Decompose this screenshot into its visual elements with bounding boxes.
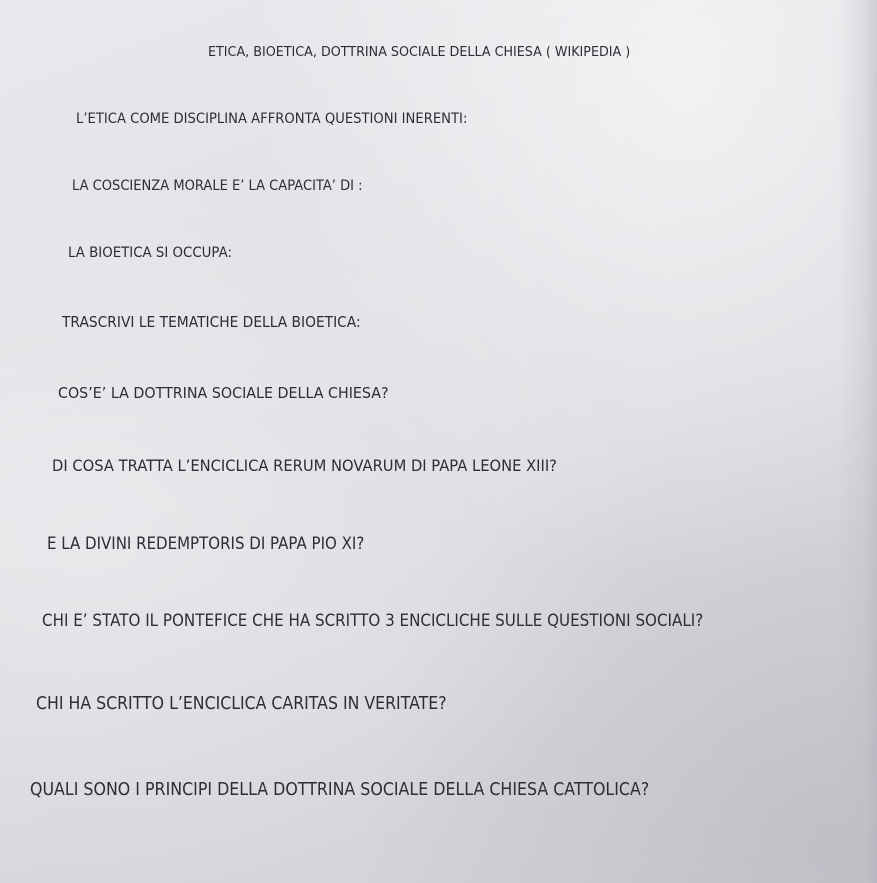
question-8: CHI E’ STATO IL PONTEFICE CHE HA SCRITTO 3 ENCICLICHE SULLE QUESTIONI SOCIALI?	[42, 611, 704, 631]
question-4: TRASCRIVI LE TEMATICHE DELLA BIOETICA:	[62, 313, 361, 331]
paper-shadow	[837, 0, 877, 883]
question-10: QUALI SONO I PRINCIPI DELLA DOTTRINA SOCIALE DELLA CHIESA CATTOLICA?	[30, 779, 650, 800]
question-6: DI COSA TRATTA L’ENCICLICA RERUM NOVARUM DI PAPA LEONE XIII?	[52, 456, 557, 475]
document-title: ETICA, BIOETICA, DOTTRINA SOCIALE DELLA CHIESA ( WIKIPEDIA )	[208, 45, 631, 60]
question-2: LA COSCIENZA MORALE E’ LA CAPACITA’ DI :	[72, 178, 363, 194]
question-7: E LA DIVINI REDEMPTORIS DI PAPA PIO XI?	[47, 534, 365, 553]
question-3: LA BIOETICA SI OCCUPA:	[68, 245, 233, 261]
question-9: CHI HA SCRITTO L’ENCICLICA CARITAS IN VERITATE?	[36, 694, 447, 714]
question-1: L’ETICA COME DISCIPLINA AFFRONTA QUESTIONI INERENTI:	[76, 111, 468, 127]
question-5: COS’E’ LA DOTTRINA SOCIALE DELLA CHIESA?	[58, 384, 389, 402]
